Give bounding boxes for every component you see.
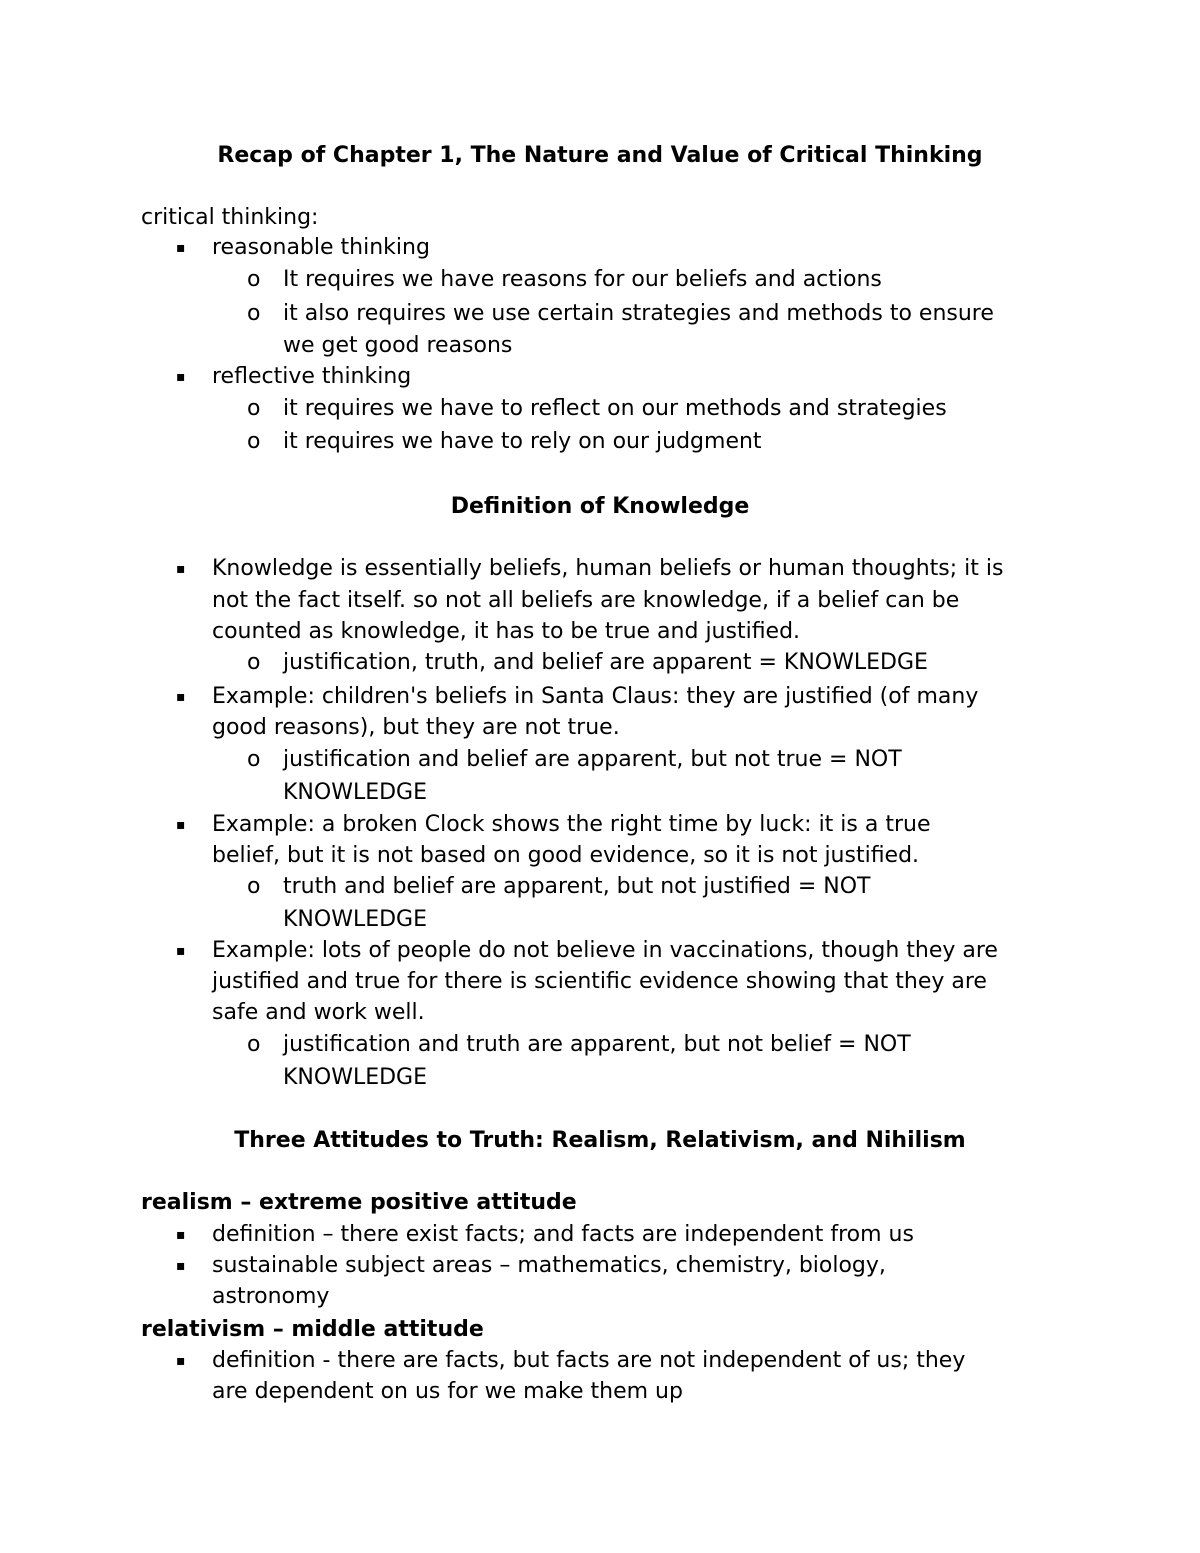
sub-list-item-text: justification, truth, and belief are apparent = KNOWLEDGE xyxy=(283,650,928,675)
list-item-text: not the fact itself. so not all beliefs are knowledge, if a belief can be xyxy=(212,588,960,613)
sub-list-item-text: it requires we have to rely on our judgment xyxy=(283,429,762,454)
list-item xyxy=(0,1345,1200,1377)
relativism-heading-text: relativism – middle attitude xyxy=(141,1317,484,1342)
list-item xyxy=(0,1219,1200,1251)
list-item-text: sustainable subject areas – mathematics, chemistry, biology, xyxy=(212,1253,886,1278)
list-item xyxy=(0,681,1200,713)
realism-heading xyxy=(0,1187,1200,1219)
list-item-text: Knowledge is essentially beliefs, human beliefs or human thoughts; it is xyxy=(212,556,1004,581)
sub-list-item xyxy=(0,1029,1200,1061)
critical-thinking-label xyxy=(0,202,1200,234)
list-item xyxy=(0,809,1200,841)
list-item-text: Example: children's beliefs in Santa Claus: they are justified (of many xyxy=(212,684,979,709)
sub-list-item xyxy=(0,744,1200,776)
square-bullet-icon: ▪ xyxy=(176,1353,186,1369)
sub-list-item-text: justification and truth are apparent, but not belief = NOT xyxy=(283,1032,911,1057)
sub-list-item-text: It requires we have reasons for our beliefs and actions xyxy=(283,267,882,292)
list-item-text: counted as knowledge, it has to be true and justified. xyxy=(212,619,801,644)
list-item xyxy=(0,553,1200,585)
sub-list-item xyxy=(0,871,1200,903)
list-item-continuation xyxy=(0,585,1200,617)
sub-list-item xyxy=(0,393,1200,425)
circle-bullet-icon: o xyxy=(247,1032,261,1057)
circle-bullet-icon: o xyxy=(247,874,261,899)
sub-list-item xyxy=(0,298,1200,330)
list-item-continuation xyxy=(0,966,1200,998)
section-heading-text: Definition of Knowledge xyxy=(450,494,750,519)
sub-list-item xyxy=(0,264,1200,296)
list-item-text: justified and true for there is scientific evidence showing that they are xyxy=(212,969,987,994)
list-item-continuation xyxy=(0,997,1200,1029)
square-bullet-icon: ▪ xyxy=(176,1227,186,1243)
list-item xyxy=(0,361,1200,393)
list-item-text: are dependent on us for we make them up xyxy=(212,1379,683,1404)
sub-list-item-continuation xyxy=(0,330,1200,362)
circle-bullet-icon: o xyxy=(247,396,261,421)
section-heading-attitudes xyxy=(0,1125,1200,1157)
list-item-text: Example: lots of people do not believe in vaccinations, though they are xyxy=(212,938,998,963)
sub-list-item-text: it requires we have to reflect on our methods and strategies xyxy=(283,396,947,421)
section-heading-text: Three Attitudes to Truth: Realism, Relativism, and Nihilism xyxy=(234,1128,966,1153)
sub-list-item-text: KNOWLEDGE xyxy=(283,780,427,805)
list-item-continuation xyxy=(0,712,1200,744)
page-title-text: Recap of Chapter 1, The Nature and Value of Critical Thinking xyxy=(217,143,983,168)
sub-list-item-text: we get good reasons xyxy=(283,333,513,358)
list-item-text: definition – there exist facts; and facts are independent from us xyxy=(212,1222,914,1247)
sub-list-item xyxy=(0,647,1200,679)
sub-list-item-text: it also requires we use certain strategies and methods to ensure xyxy=(283,301,994,326)
list-item-text: reflective thinking xyxy=(212,364,412,389)
list-item-text: definition - there are facts, but facts are not independent of us; they xyxy=(212,1348,966,1373)
list-item-continuation xyxy=(0,1376,1200,1408)
sub-list-item-text: KNOWLEDGE xyxy=(283,907,427,932)
list-item xyxy=(0,232,1200,264)
list-item-text: Example: a broken Clock shows the right time by luck: it is a true xyxy=(212,812,931,837)
square-bullet-icon: ▪ xyxy=(176,369,186,385)
list-item-continuation xyxy=(0,616,1200,648)
circle-bullet-icon: o xyxy=(247,429,261,454)
sub-list-item-text: KNOWLEDGE xyxy=(283,1065,427,1090)
square-bullet-icon: ▪ xyxy=(176,1258,186,1274)
list-item-text: reasonable thinking xyxy=(212,235,430,260)
circle-bullet-icon: o xyxy=(247,747,261,772)
relativism-heading xyxy=(0,1314,1200,1346)
sub-list-item-continuation xyxy=(0,1062,1200,1094)
sub-list-item-text: justification and belief are apparent, but not true = NOT xyxy=(283,747,902,772)
sub-list-item-continuation xyxy=(0,777,1200,809)
list-item-text: safe and work well. xyxy=(212,1000,425,1025)
circle-bullet-icon: o xyxy=(247,267,261,292)
page-title xyxy=(0,140,1200,172)
list-item xyxy=(0,1250,1200,1282)
list-item xyxy=(0,935,1200,967)
list-item-continuation xyxy=(0,840,1200,872)
square-bullet-icon: ▪ xyxy=(176,943,186,959)
realism-heading-text: realism – extreme positive attitude xyxy=(141,1190,577,1215)
sub-list-item-continuation xyxy=(0,904,1200,936)
square-bullet-icon: ▪ xyxy=(176,817,186,833)
circle-bullet-icon: o xyxy=(247,301,261,326)
section-heading-knowledge xyxy=(0,491,1200,523)
sub-list-item xyxy=(0,426,1200,458)
square-bullet-icon: ▪ xyxy=(176,240,186,256)
critical-thinking-label-text: critical thinking: xyxy=(141,205,319,230)
circle-bullet-icon: o xyxy=(247,650,261,675)
list-item-text: belief, but it is not based on good evidence, so it is not justified. xyxy=(212,843,920,868)
list-item-continuation xyxy=(0,1281,1200,1313)
square-bullet-icon: ▪ xyxy=(176,689,186,705)
square-bullet-icon: ▪ xyxy=(176,561,186,577)
list-item-text: astronomy xyxy=(212,1284,330,1309)
sub-list-item-text: truth and belief are apparent, but not justified = NOT xyxy=(283,874,871,899)
list-item-text: good reasons), but they are not true. xyxy=(212,715,620,740)
